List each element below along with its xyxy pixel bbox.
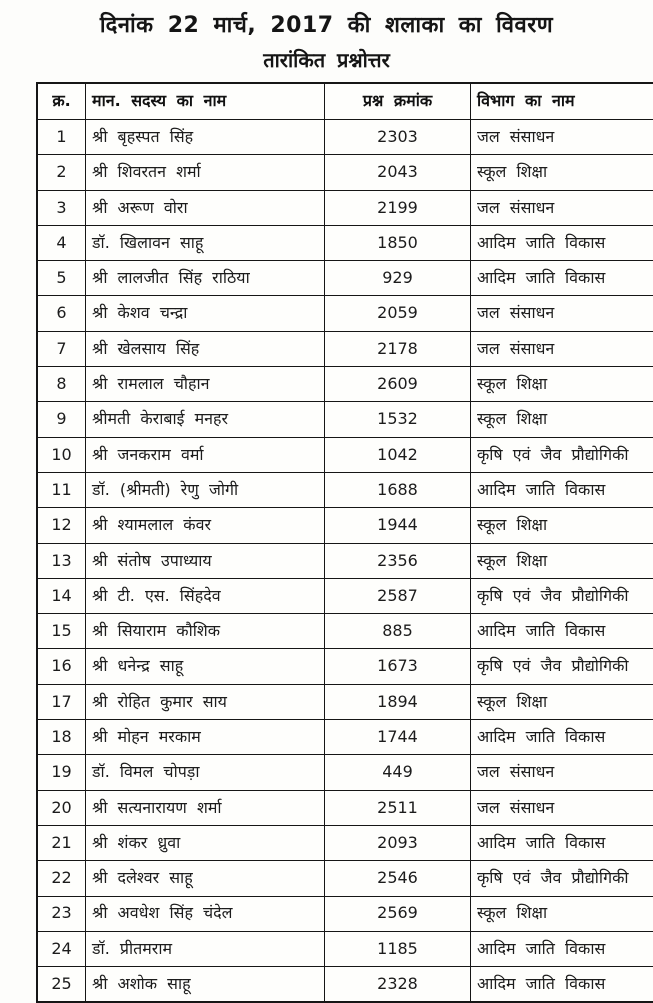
table-row [37, 614, 653, 649]
header-member-name: मान. सदस्य का नाम [86, 83, 325, 120]
cell-department-name: आदिम जाति विकास [471, 225, 653, 260]
cell-member-name: श्री अरूण वोरा [86, 190, 325, 225]
cell-department-name: आदिम जाति विकास [471, 720, 653, 755]
table-row [37, 967, 653, 1003]
cell-member-name: डॉ. प्रीतमराम [86, 931, 325, 966]
cell-serial-number: 25 [37, 967, 86, 1003]
cell-department-name: स्कूल शिक्षा [471, 155, 653, 190]
cell-serial-number: 22 [37, 861, 86, 896]
cell-question-number: 2328 [325, 967, 471, 1003]
cell-department-name: जल संसाधन [471, 190, 653, 225]
table-row [37, 155, 653, 190]
cell-serial-number: 15 [37, 614, 86, 649]
cell-department-name: जल संसाधन [471, 331, 653, 366]
cell-department-name: जल संसाधन [471, 790, 653, 825]
cell-member-name: श्री सत्यनारायण शर्मा [86, 790, 325, 825]
table-row [37, 261, 653, 296]
cell-member-name: श्री मोहन मरकाम [86, 720, 325, 755]
header-serial: क्र. [37, 83, 86, 120]
cell-department-name: आदिम जाति विकास [471, 931, 653, 966]
cell-serial-number: 11 [37, 472, 86, 507]
cell-question-number: 1688 [325, 472, 471, 507]
cell-question-number: 2511 [325, 790, 471, 825]
table-row [37, 402, 653, 437]
cell-serial-number: 21 [37, 825, 86, 860]
table-row [37, 331, 653, 366]
cell-question-number: 2609 [325, 367, 471, 402]
table-row [37, 296, 653, 331]
cell-question-number: 449 [325, 755, 471, 790]
cell-question-number: 1744 [325, 720, 471, 755]
cell-department-name: जल संसाधन [471, 755, 653, 790]
cell-question-number: 1944 [325, 508, 471, 543]
cell-serial-number: 8 [37, 367, 86, 402]
table-row [37, 367, 653, 402]
cell-member-name: श्री सियाराम कौशिक [86, 614, 325, 649]
cell-member-name: श्री अशोक साहू [86, 967, 325, 1003]
header-department-name: विभाग का नाम [471, 83, 653, 120]
cell-question-number: 1532 [325, 402, 471, 437]
cell-department-name: कृषि एवं जैव प्रौद्योगिकी [471, 437, 653, 472]
cell-department-name: स्कूल शिक्षा [471, 684, 653, 719]
cell-member-name: श्री बृहस्पत सिंह [86, 120, 325, 155]
cell-serial-number: 12 [37, 508, 86, 543]
cell-department-name: आदिम जाति विकास [471, 614, 653, 649]
cell-member-name: श्री अवधेश सिंह चंदेल [86, 896, 325, 931]
starred-questions-table [36, 82, 653, 1003]
table-row [37, 437, 653, 472]
cell-question-number: 2569 [325, 896, 471, 931]
cell-department-name: आदिम जाति विकास [471, 825, 653, 860]
table-row [37, 755, 653, 790]
cell-member-name: श्री टी. एस. सिंहदेव [86, 578, 325, 613]
cell-member-name: डॉ. (श्रीमती) रेणु जोगी [86, 472, 325, 507]
table-header [37, 83, 653, 120]
cell-question-number: 885 [325, 614, 471, 649]
cell-department-name: स्कूल शिक्षा [471, 367, 653, 402]
cell-department-name: आदिम जाति विकास [471, 472, 653, 507]
cell-department-name: स्कूल शिक्षा [471, 508, 653, 543]
cell-department-name: कृषि एवं जैव प्रौद्योगिकी [471, 861, 653, 896]
cell-question-number: 1850 [325, 225, 471, 260]
cell-serial-number: 3 [37, 190, 86, 225]
table-row [37, 931, 653, 966]
table-row [37, 896, 653, 931]
table-row [37, 190, 653, 225]
cell-question-number: 1673 [325, 649, 471, 684]
table-body [37, 120, 653, 1003]
table-row [37, 720, 653, 755]
cell-department-name: स्कूल शिक्षा [471, 402, 653, 437]
cell-serial-number: 16 [37, 649, 86, 684]
cell-member-name: श्री लालजीत सिंह राठिया [86, 261, 325, 296]
cell-serial-number: 23 [37, 896, 86, 931]
cell-question-number: 2587 [325, 578, 471, 613]
cell-serial-number: 24 [37, 931, 86, 966]
header-question-number: प्रश्न क्रमांक [325, 83, 471, 120]
cell-department-name: स्कूल शिक्षा [471, 543, 653, 578]
table-row [37, 120, 653, 155]
cell-member-name: श्री शिवरतन शर्मा [86, 155, 325, 190]
cell-question-number: 1042 [325, 437, 471, 472]
table-row [37, 790, 653, 825]
cell-member-name: डॉ. विमल चोपड़ा [86, 755, 325, 790]
cell-department-name: आदिम जाति विकास [471, 967, 653, 1003]
cell-serial-number: 18 [37, 720, 86, 755]
cell-question-number: 2059 [325, 296, 471, 331]
cell-member-name: श्री जनकराम वर्मा [86, 437, 325, 472]
cell-serial-number: 10 [37, 437, 86, 472]
cell-serial-number: 20 [37, 790, 86, 825]
cell-serial-number: 17 [37, 684, 86, 719]
cell-question-number: 2043 [325, 155, 471, 190]
cell-member-name: श्री केशव चन्द्रा [86, 296, 325, 331]
cell-department-name: आदिम जाति विकास [471, 261, 653, 296]
cell-department-name: कृषि एवं जैव प्रौद्योगिकी [471, 649, 653, 684]
cell-member-name: श्री खेलसाय सिंह [86, 331, 325, 366]
cell-question-number: 2199 [325, 190, 471, 225]
cell-serial-number: 7 [37, 331, 86, 366]
cell-member-name: श्री श्यामलाल कंवर [86, 508, 325, 543]
cell-member-name: डॉ. खिलावन साहू [86, 225, 325, 260]
table-row [37, 578, 653, 613]
cell-question-number: 2093 [325, 825, 471, 860]
cell-member-name: श्री रामलाल चौहान [86, 367, 325, 402]
cell-member-name: श्री शंकर ध्रुवा [86, 825, 325, 860]
cell-question-number: 1894 [325, 684, 471, 719]
cell-question-number: 1185 [325, 931, 471, 966]
table-row [37, 825, 653, 860]
cell-department-name: जल संसाधन [471, 120, 653, 155]
cell-member-name: श्री संतोष उपाध्याय [86, 543, 325, 578]
cell-question-number: 929 [325, 261, 471, 296]
table-row [37, 543, 653, 578]
cell-member-name: श्रीमती केराबाई मनहर [86, 402, 325, 437]
cell-question-number: 2356 [325, 543, 471, 578]
cell-member-name: श्री दलेश्वर साहू [86, 861, 325, 896]
cell-serial-number: 5 [37, 261, 86, 296]
cell-department-name: जल संसाधन [471, 296, 653, 331]
cell-serial-number: 14 [37, 578, 86, 613]
cell-question-number: 2303 [325, 120, 471, 155]
cell-serial-number: 4 [37, 225, 86, 260]
cell-member-name: श्री धनेन्द्र साहू [86, 649, 325, 684]
table-header-row [37, 83, 653, 120]
document-subtitle: तारांकित प्रश्नोत्तर [0, 39, 653, 73]
cell-question-number: 2546 [325, 861, 471, 896]
table-row [37, 508, 653, 543]
table-row [37, 861, 653, 896]
document-title: दिनांक 22 मार्च, 2017 की शलाका का विवरण [0, 0, 653, 39]
table-row [37, 225, 653, 260]
cell-serial-number: 19 [37, 755, 86, 790]
cell-serial-number: 6 [37, 296, 86, 331]
cell-serial-number: 1 [37, 120, 86, 155]
table-row [37, 472, 653, 507]
cell-serial-number: 9 [37, 402, 86, 437]
table-row [37, 649, 653, 684]
cell-serial-number: 2 [37, 155, 86, 190]
cell-question-number: 2178 [325, 331, 471, 366]
cell-serial-number: 13 [37, 543, 86, 578]
cell-department-name: कृषि एवं जैव प्रौद्योगिकी [471, 578, 653, 613]
table-row [37, 684, 653, 719]
cell-member-name: श्री रोहित कुमार साय [86, 684, 325, 719]
cell-department-name: स्कूल शिक्षा [471, 896, 653, 931]
